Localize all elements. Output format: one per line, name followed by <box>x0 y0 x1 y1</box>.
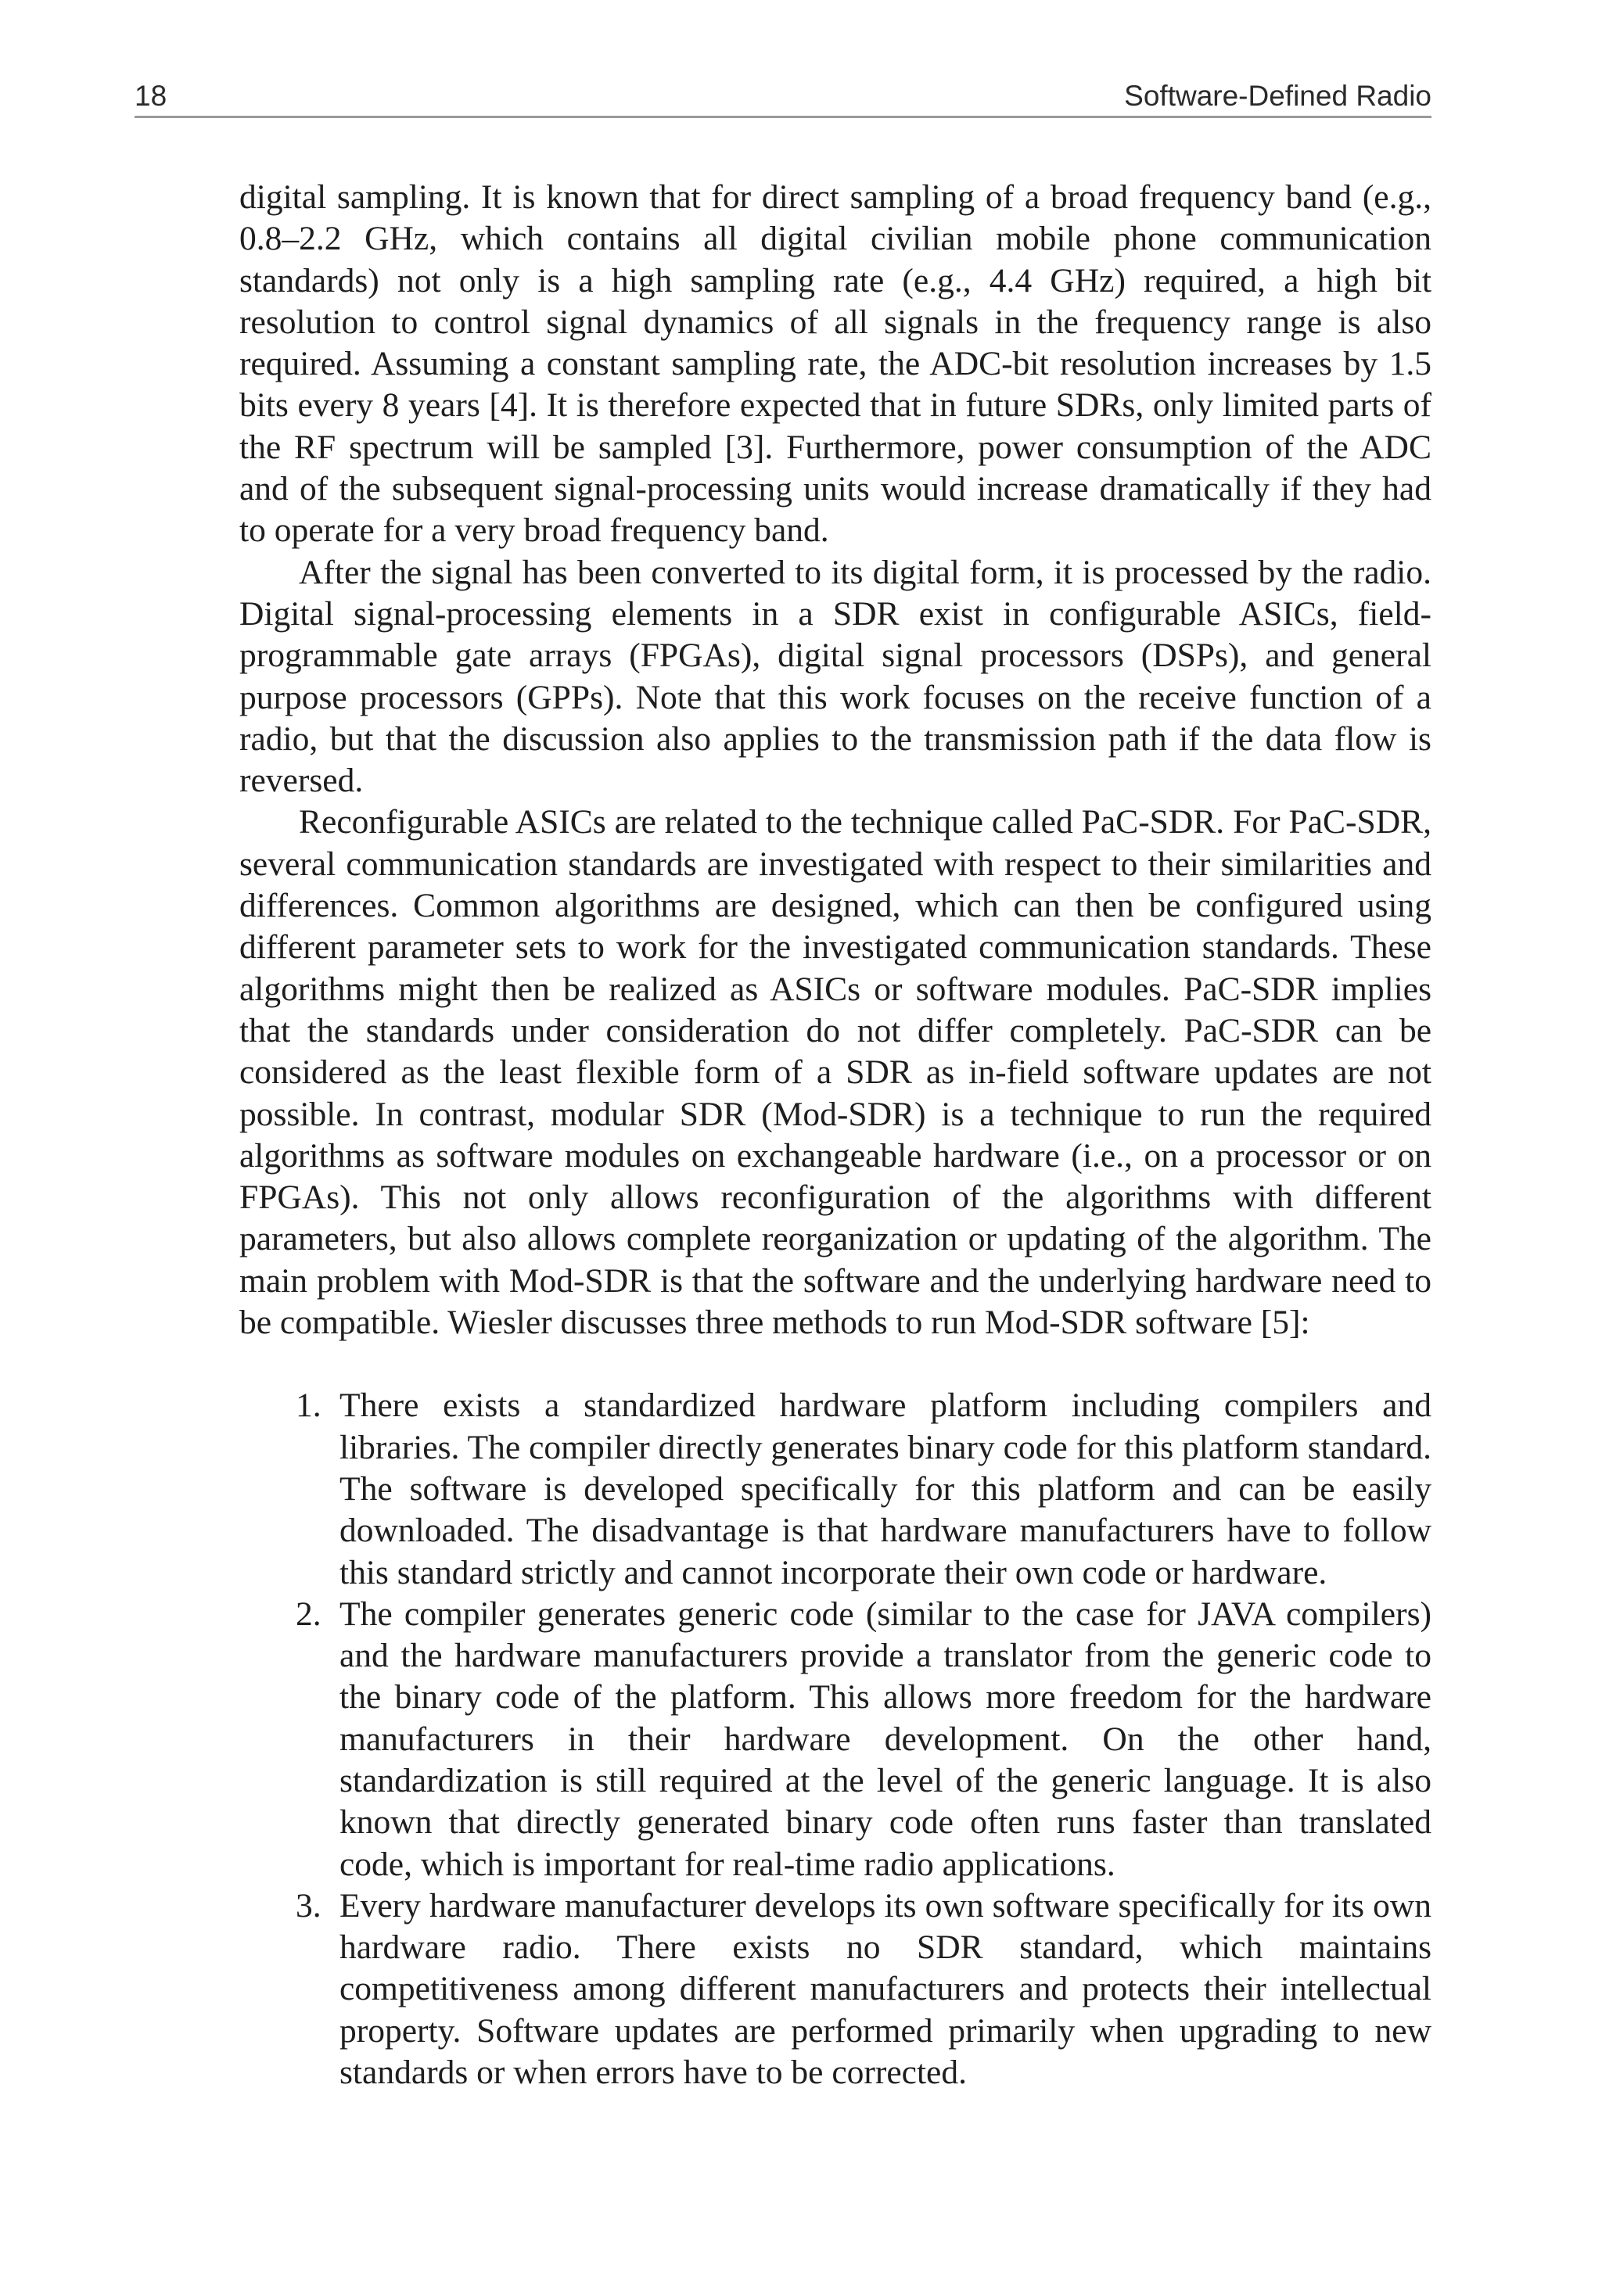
list-item-text: The compiler generates generic code (similar to the case for JAVA compilers) and the hardware manufacturers provide a translator from the generic code to the binary code of the platform. This allows more freedom for the hardware manufacturers in their hardware development. On the other hand, standardization is still required at the level of the generic language. It is also known that directly generated binary code often runs faster than translated code, which is important for real-time radio applications. <box>339 1595 1431 1883</box>
list-item-text: There exists a standardized hardware platform including compilers and libraries. The compiler directly generates binary code for this platform standard. The software is developed specifically for this platform and can be easily downloaded. The disadvantage is that hardware manufacturers have to follow this standard strictly and cannot incorporate their own code or hardware. <box>339 1387 1431 1591</box>
running-head <box>135 77 1431 118</box>
page-number: 18 <box>135 80 167 112</box>
numbered-list <box>239 1385 1431 2093</box>
list-marker: 2. <box>296 1595 321 1633</box>
list-item <box>239 1885 1431 2093</box>
paragraph: Reconfigurable ASICs are related to the technique called PaC-SDR. For PaC-SDR, several communication standards are investigated with respect to their similarities and differences. Common algorithms are designed, which can then be configured using different parameter sets to work for the investigated communication standards. These algorithms might then be realized as ASICs or software modules. PaC-SDR implies that the standards under consideration do not differ completely. PaC-SDR can be considered as the least flexible form of a SDR as in-field software updates are not possible. In contrast, modular SDR (Mod-SDR) is a technique to run the required algorithms as software modules on exchangeable hardware (i.e., on a processor or on FPGAs). This not only allows reconfiguration of the algorithms with different parameters, but also allows complete reorganization or updating of the algorithm. The main problem with Mod-SDR is that the software and the underlying hardware need to be compatible. Wiesler discusses three methods to run Mod-SDR software [5]: <box>239 803 1431 1342</box>
list-item-text: Every hardware manufacturer develops its own software specifically for its own hardware radio. There exists no SDR standard, which maintains competitiveness among different manufacturers and protects their intellectual property. Software updates are performed primarily when upgrading to new standards or when errors have to be corrected. <box>339 1886 1431 2092</box>
page-body <box>239 177 1431 2093</box>
list-item <box>239 1385 1431 1593</box>
running-title: Software-Defined Radio <box>1124 80 1431 112</box>
list-marker: 1. <box>296 1387 321 1425</box>
list-marker: 3. <box>296 1886 321 1925</box>
paragraph-continued: digital sampling. It is known that for direct sampling of a broad frequency band (e.g., 0.8–2.2 GHz, which contains all digital civilian mobile phone communication standards) not only is a high sampling rate (e.g., 4.4 GHz) required, a high bit resolution to control signal dynamics of all signals in the frequency range is also required. Assuming a constant sampling rate, the ADC-bit resolution increases by 1.5 bits every 8 years [4]. It is therefore expected that in future SDRs, only limited parts of the RF spectrum will be sampled [3]. Furthermore, power consumption of the ADC and of the subsequent signal-processing units would increase dramatically if they had to operate for a very broad frequency band. <box>239 178 1431 550</box>
paragraph: After the signal has been converted to its digital form, it is processed by the radio. Digital signal-processing elements in a SDR exist in configurable ASICs, field-programmable gate arrays (FPGAs), digital signal processors (DSPs), and general purpose processors (GPPs). Note that this work focuses on the receive function of a radio, but that the discussion also applies to the transmission path if the data flow is reversed. <box>239 553 1431 800</box>
list-item <box>239 1594 1431 1885</box>
